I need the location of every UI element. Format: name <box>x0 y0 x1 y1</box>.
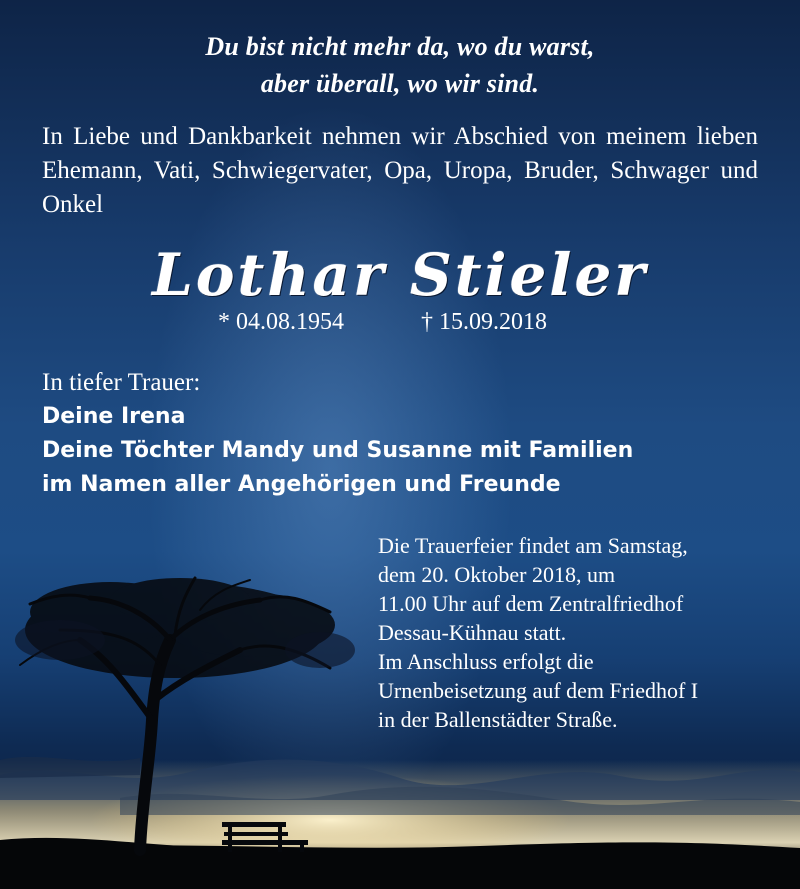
service-line: 11.00 Uhr auf dem Zentralfriedhof <box>378 591 684 616</box>
service-line: in der Ballenstädter Straße. <box>378 707 618 732</box>
mourners-block <box>42 366 742 502</box>
mourner-line: im Namen aller Angehörigen und Freunde <box>42 472 561 497</box>
service-line: Die Trauerfeier findet am Samstag, <box>378 533 688 558</box>
motto-line-2: aber überall, wo wir sind. <box>260 69 540 98</box>
mourner-line: Deine Töchter Mandy und Susanne mit Familien <box>42 438 634 463</box>
birth-date: * 04.08.1954 <box>218 309 344 335</box>
motto-line-1: Du bist nicht mehr da, wo du warst, <box>205 32 595 61</box>
death-date: † 15.09.2018 <box>421 309 547 335</box>
service-line: Im Anschluss erfolgt die <box>378 649 594 674</box>
service-line: Urnenbeisetzung auf dem Friedhof I <box>378 678 699 703</box>
service-line: Dessau-Kühnau statt. <box>378 620 567 645</box>
intro-text: In Liebe und Dankbarkeit nehmen wir Abschied von meinem lieben Ehemann, Vati, Schwiegervater, Opa, Uropa, Bruder, Schwager und Onkel <box>42 123 758 218</box>
deceased-name: Lothar Stieler <box>152 241 648 309</box>
mourners-heading: In tiefer Trauer: <box>42 369 201 396</box>
funeral-service-info <box>378 531 778 734</box>
motto <box>0 28 800 102</box>
mourner-line: Deine Irena <box>42 404 186 429</box>
service-line: dem 20. Oktober 2018, um <box>378 562 616 587</box>
